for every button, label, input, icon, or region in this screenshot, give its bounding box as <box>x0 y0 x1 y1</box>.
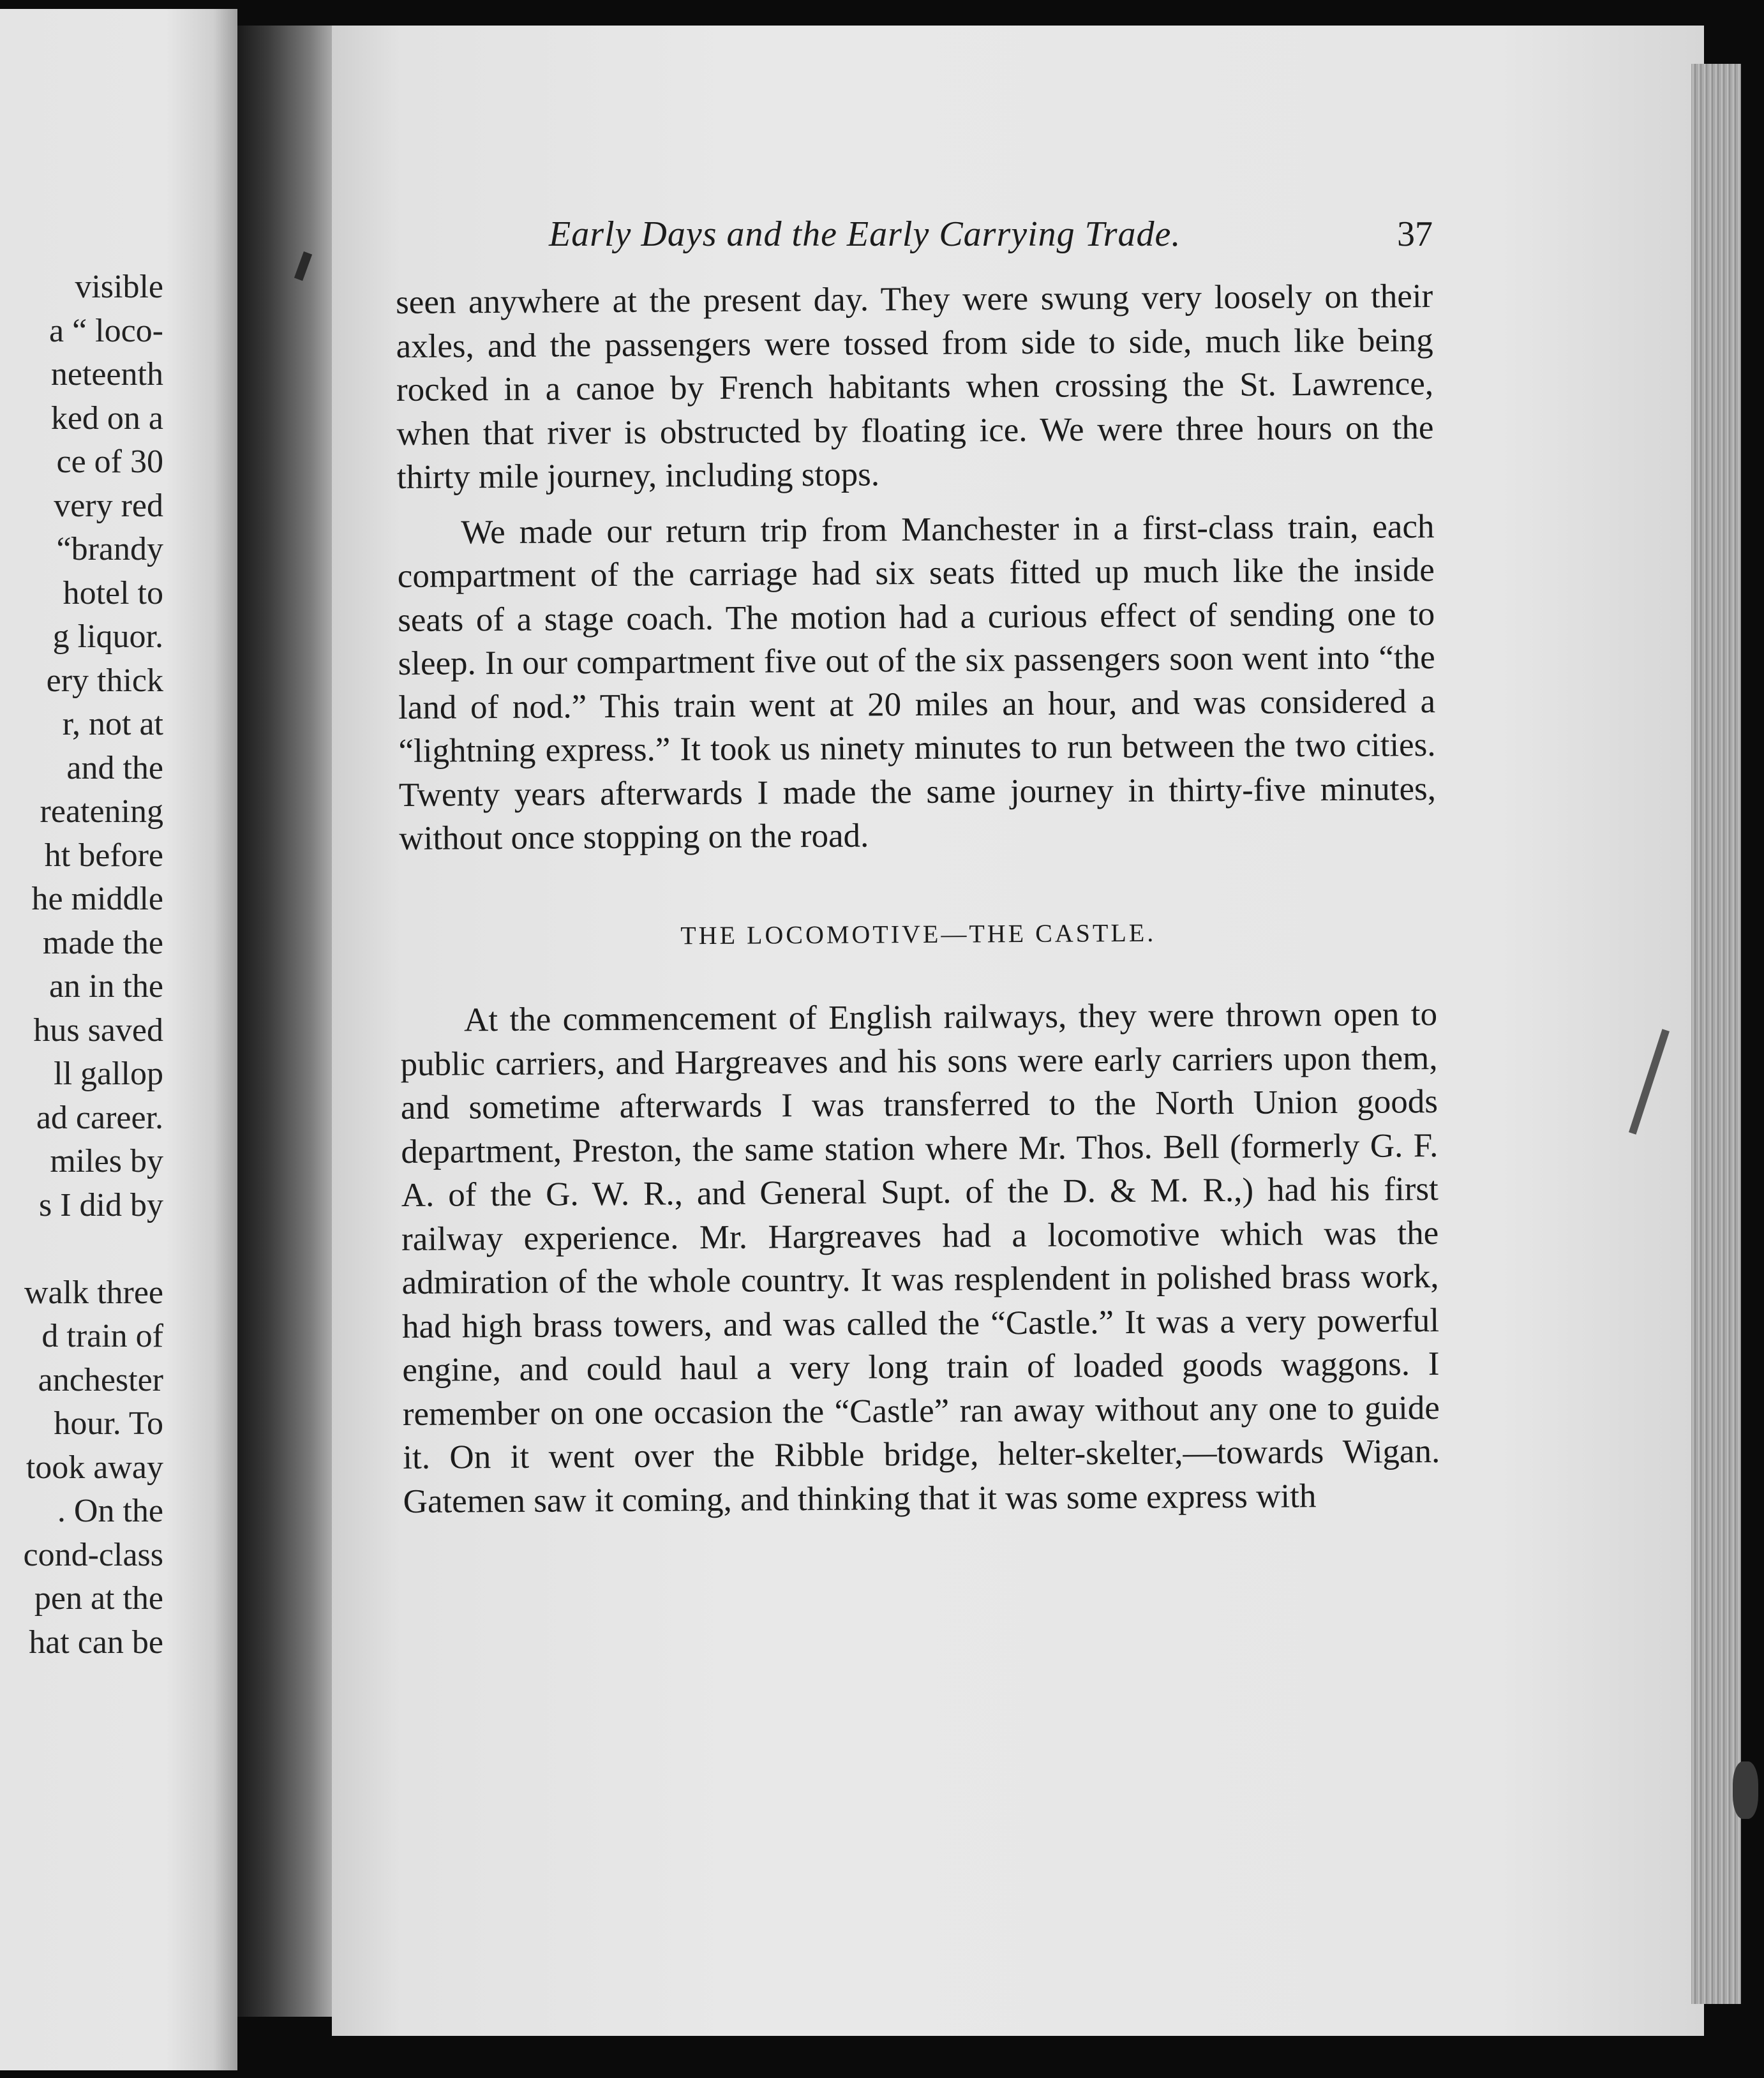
left-page-line: hour. To <box>54 1405 163 1442</box>
page-body <box>396 274 1440 1523</box>
left-page-line: an in the <box>49 968 163 1005</box>
section-paragraph: At the commencement of English railways, they were thrown open to public carriers, and Hargreaves and his sons were early carriers upon them, and sometime afterwards I was transferred to the North Union goods department, Preston, the same station where Mr. Thos. Bell (formerly G. F. A. of the G. W. R., and General Supt. of the D. & M. R.,) had his first railway experience. Mr. Hargreaves had a locomotive which was the admiration of the whole country. It was resplendent in polished brass work, had high brass towers, and was called the “Castle.” It was a very powerful engine, and could haul a very long train of loaded goods waggons. I remember on one occasion the “Castle” ran away without any one to guide it. On it went over the Ribble bridge, helter-skelter,—towards Wigan. Gatemen saw it coming, and thinking that it was some express with <box>400 996 1440 1520</box>
left-page-line: he middle <box>31 881 163 917</box>
page-edges <box>1691 64 1741 2004</box>
left-page-line: walk three <box>24 1274 163 1311</box>
left-page-line: . On the <box>57 1493 163 1529</box>
left-page-line: reatening <box>40 793 163 830</box>
left-page <box>0 9 237 2070</box>
left-page-line: “brandy <box>56 531 163 567</box>
running-head <box>549 214 1433 258</box>
left-page-line: ll gallop <box>54 1056 163 1092</box>
left-page-line: s I did by <box>39 1186 163 1223</box>
left-page-line: cond-class <box>23 1536 163 1573</box>
section-heading: THE LOCOMOTIVE—THE CASTLE. <box>680 918 1156 950</box>
left-page-line: pen at the <box>34 1580 163 1617</box>
left-page-line: very red <box>54 487 163 524</box>
left-page-line: hotel to <box>63 574 163 611</box>
left-page-line: r, not at <box>62 706 163 742</box>
left-page-line: took away <box>26 1449 163 1486</box>
page-number: 37 <box>1397 214 1433 254</box>
left-page-line: and the <box>66 749 163 786</box>
ink-mark <box>1733 1761 1758 1819</box>
left-page-line: ad career. <box>36 1099 163 1136</box>
left-page-line: ked on a <box>50 400 163 437</box>
left-page-line: ery thick <box>46 662 163 699</box>
left-page-line: visible <box>75 269 163 305</box>
paragraph-1: seen anywhere at the present day. They were swung very loosely on their axles, and the passengers were tossed from side to side, much like being rocked in a canoe by French habitants when crossing the St. Lawrence, when that river is obstructed by floating ice. We were three hours on the thirty mile journey, including stops. <box>396 278 1434 496</box>
paragraph-2: We made our return trip from Manchester in a first-class train, each compartment of the carriage had six seats fitted up much like the inside seats of a stage coach. The motion had a curious effect of sending one to sleep. In our compartment five out of the six passengers soon went into “the land of nod.” This train went at 20 miles an hour, and was considered a “lightning express.” It took us ninety minutes to run between the two cities. Twenty years afterwards I made the same journey in thirty-five minutes, without once stopping on the road. <box>397 507 1437 857</box>
left-page-line: anchester <box>38 1361 163 1398</box>
left-page-line: miles by <box>50 1143 163 1179</box>
left-page-line: g liquor. <box>52 618 163 655</box>
left-page-line: neteenth <box>50 356 163 392</box>
left-page-line: hus saved <box>33 1012 163 1049</box>
left-page-line: ce of 30 <box>56 444 163 480</box>
left-page-line: ht before <box>44 837 163 874</box>
left-page-line: made the <box>42 924 163 961</box>
left-page-line: a “ loco- <box>49 312 163 349</box>
left-page-line: d train of <box>41 1318 163 1354</box>
running-head-title: Early Days and the Early Carrying Trade. <box>549 214 1181 254</box>
left-page-line: hat can be <box>29 1624 163 1661</box>
